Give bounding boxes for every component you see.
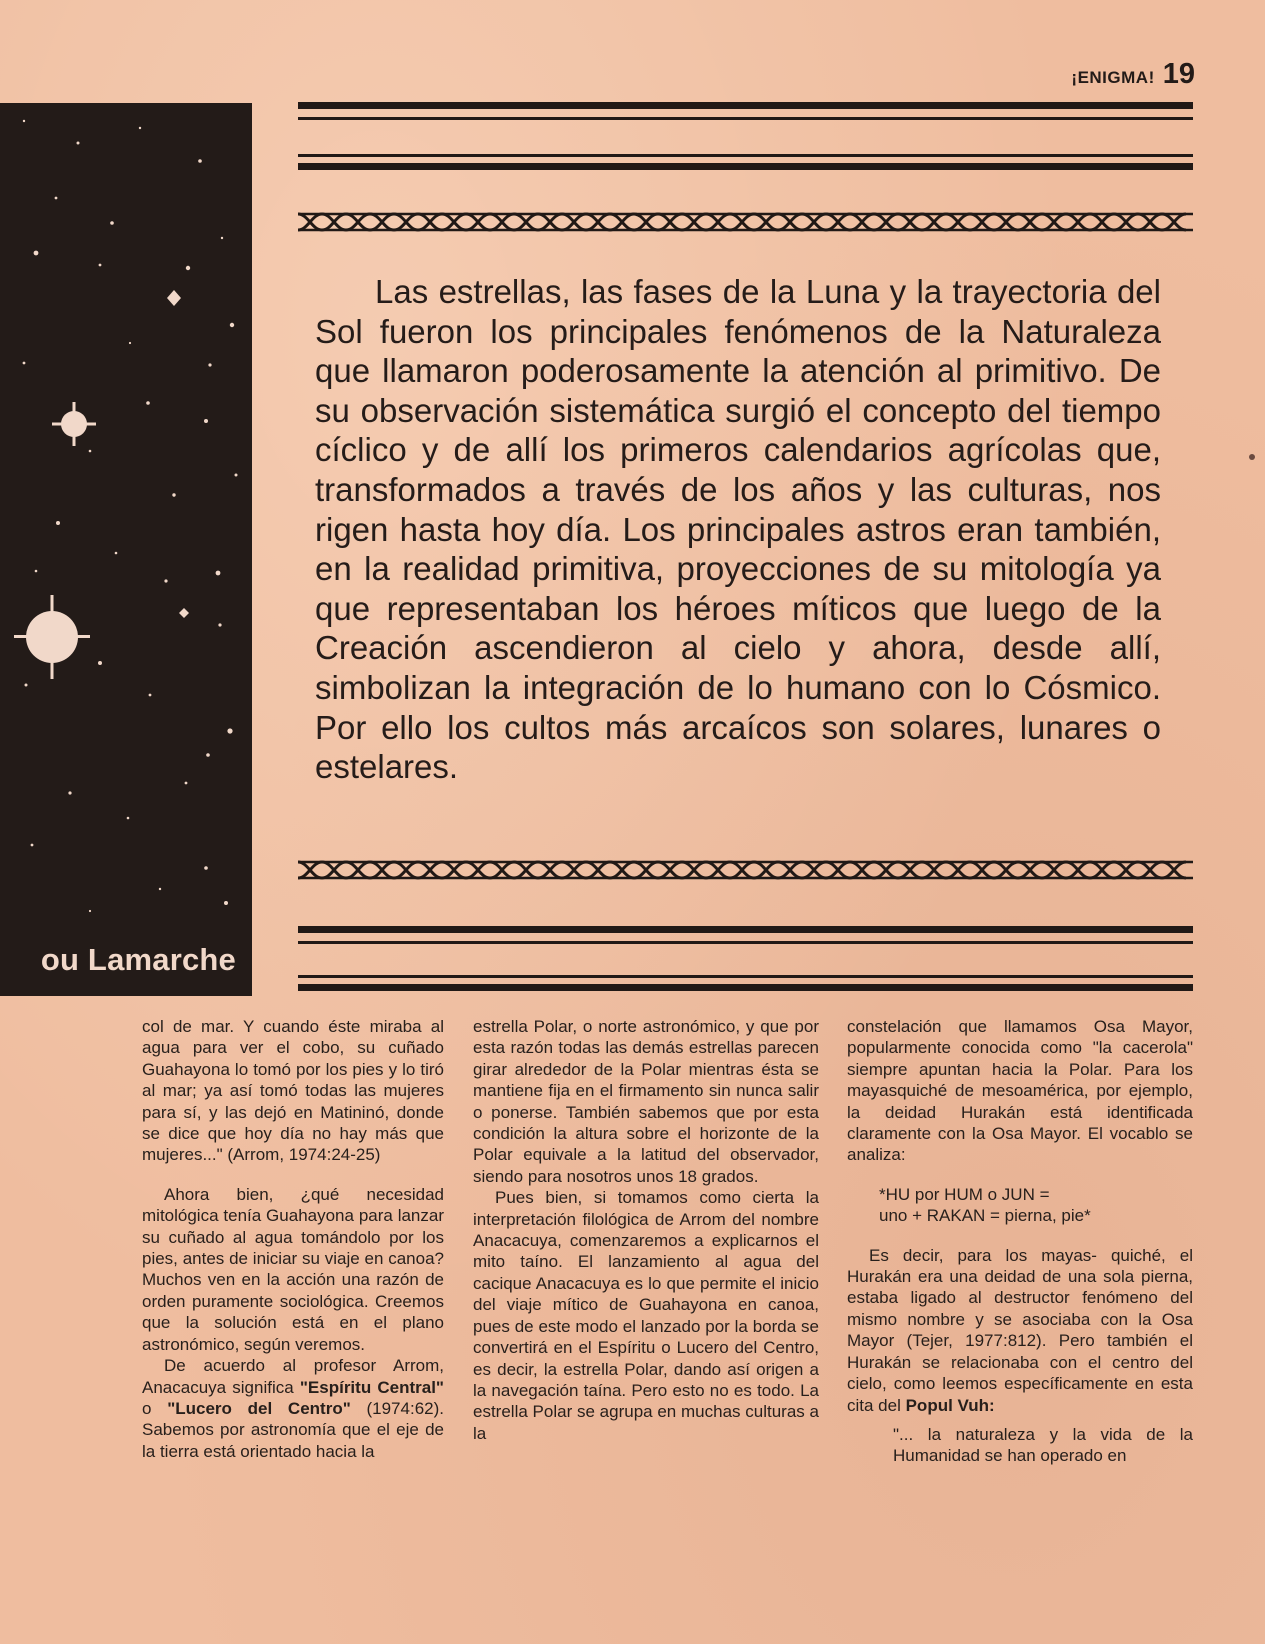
starfield-illustration	[0, 103, 252, 996]
col3-paragraph-2	[847, 1245, 1193, 1416]
col1-paragraph-2: Ahora bien, ¿qué necesidad mitológica tenía Guahayona para lanzar su cuñado al agua tomándolo por los pies, antes de iniciar su viaje en canoa? Muchos ven en la acción una razón de orden puramente sociológica. Creemos que la solución está en el plano astronómico, según veremos.	[142, 1184, 444, 1354]
column-1	[142, 1016, 444, 1462]
popul-vuh-quote: "... la naturaleza y la vida de la Humanidad se han operado en	[893, 1424, 1193, 1466]
large-star-spike-v	[51, 595, 54, 679]
column-3	[847, 1016, 1193, 1467]
col2-paragraph-1: estrella Polar, o norte astronómico, y que por esta razón todas las demás estrellas parecen girar alrededor de la Polar mientras ésta se mantiene fija en el firmamento sin nunca salir o ponerse. También sabemos que por esta condición la altura sobre el horizonte de la Polar equivale a la latitud del observador, siendo para nosotros unos 18 grados.	[473, 1017, 819, 1186]
bottom-rule-2	[298, 941, 1193, 944]
col1-paragraph-1: col de mar. Y cuando éste miraba al agua para ver el cobo, su cuñado Guahayona lo tomó por los pies y lo tiró al mar; ya así tomó todas las mujeres para sí, y las dejó en Matininó, donde se dice que hoy día no hay más que mujeres..." (Arrom, 1974:24-25)	[142, 1017, 444, 1165]
col2-paragraph-2: Pues bien, si tomamos como cierta la interpretación filológica de Arrom del nombre Anacacuya, comenzaremos a explicarnos el mito taíno. El lanzamiento al agua del cacique Anacacuya es lo que permite el inicio del viaje mítico de Guahayona en canoa, pues de este modo el lanzado por la borda se convertirá en el Espíritu o Lucero del Centro, es decir, la estrella Polar, dando así origen a la navegación taína. Pero esto no es todo. La estrella Polar se agrupa en muchas culturas a la	[473, 1188, 819, 1443]
col1-p3-bold-1: "Espíritu Central"	[299, 1377, 444, 1397]
page-number: 19	[1162, 58, 1195, 90]
col3-p2-text: Es decir, para los mayas- quiché, el Hurakán era una deidad de una sola pierna, estaba ligado al destructor fenómeno del mismo nombre y se asociaba con la Osa Mayor (Tejer, 1977:812). Pero también el Hurakán se relacionaba con el centro del cielo, como leemos específicamente en esta cita del	[847, 1245, 1193, 1415]
col1-p3-text-d: (1974:62). Sabemos por astronomía que el eje de la tierra está orientado hacia la	[142, 1398, 444, 1461]
popul-vuh-title: Popul Vuh:	[905, 1395, 995, 1415]
col1-p3-bold-2: "Lucero del Centro"	[167, 1398, 351, 1418]
bright-star-spike-v	[73, 402, 76, 446]
top-rule-4	[298, 163, 1193, 170]
top-rule-2	[298, 117, 1193, 120]
article-body	[0, 1016, 1265, 1621]
intro-paragraph: Las estrellas, las fases de la Luna y la trayectoria del Sol fueron los principales fenómenos de la Naturaleza que llamaron poderosamente la atención al primitivo. De su observación sistemática surgió el concepto del tiempo cíclico y de allí los primeros calendarios agrícolas que, transformados a través de los años y las culturas, nos rigen hasta hoy día. Los principales astros eran también, en la realidad primitiva, proyecciones de su mitología ya que representaban los héroes míticos que luego de la Creación ascendieron al cielo y ahora, desde allí, simbolizan la integración de lo humano con lo Cósmico. Por ello los cultos más arcaícos son solares, lunares o estelares.	[315, 273, 1161, 786]
col1-paragraph-3	[142, 1355, 444, 1462]
top-braid-ornament	[298, 210, 1193, 234]
bottom-rule-1	[298, 926, 1193, 933]
top-rule-3	[298, 154, 1193, 157]
col1-p3-text-a: De acuerdo al profesor Arrom, Anacacuya significa	[142, 1356, 444, 1397]
col1-p3-text-c: o	[142, 1398, 168, 1418]
formula-line-2: uno + RAKAN = pierna, pie*	[879, 1206, 1091, 1226]
bottom-rule-3	[298, 975, 1193, 978]
col3-paragraph-1: constelación que llamamos Osa Mayor, popularmente conocida como "la cacerola" siempre apuntan hacia la Polar. Para los mayasquiché de mesoamérica, por ejemplo, la deidad Hurakán está identificada claramente con la Osa Mayor. El vocablo se analiza:	[847, 1017, 1193, 1165]
top-rule-1	[298, 102, 1193, 109]
starfield-photo	[0, 103, 252, 996]
formula-line-1: *HU por HUM o JUN =	[879, 1184, 1050, 1204]
night-sky	[0, 103, 252, 996]
bottom-braid-ornament	[298, 858, 1193, 882]
page-header	[1071, 58, 1195, 91]
magazine-title: ¡ENIGMA!	[1071, 68, 1155, 87]
paper-speck	[1249, 454, 1255, 460]
bottom-rule-4	[298, 984, 1193, 991]
column-2	[473, 1016, 819, 1444]
author-credit: ou Lamarche	[40, 942, 236, 977]
